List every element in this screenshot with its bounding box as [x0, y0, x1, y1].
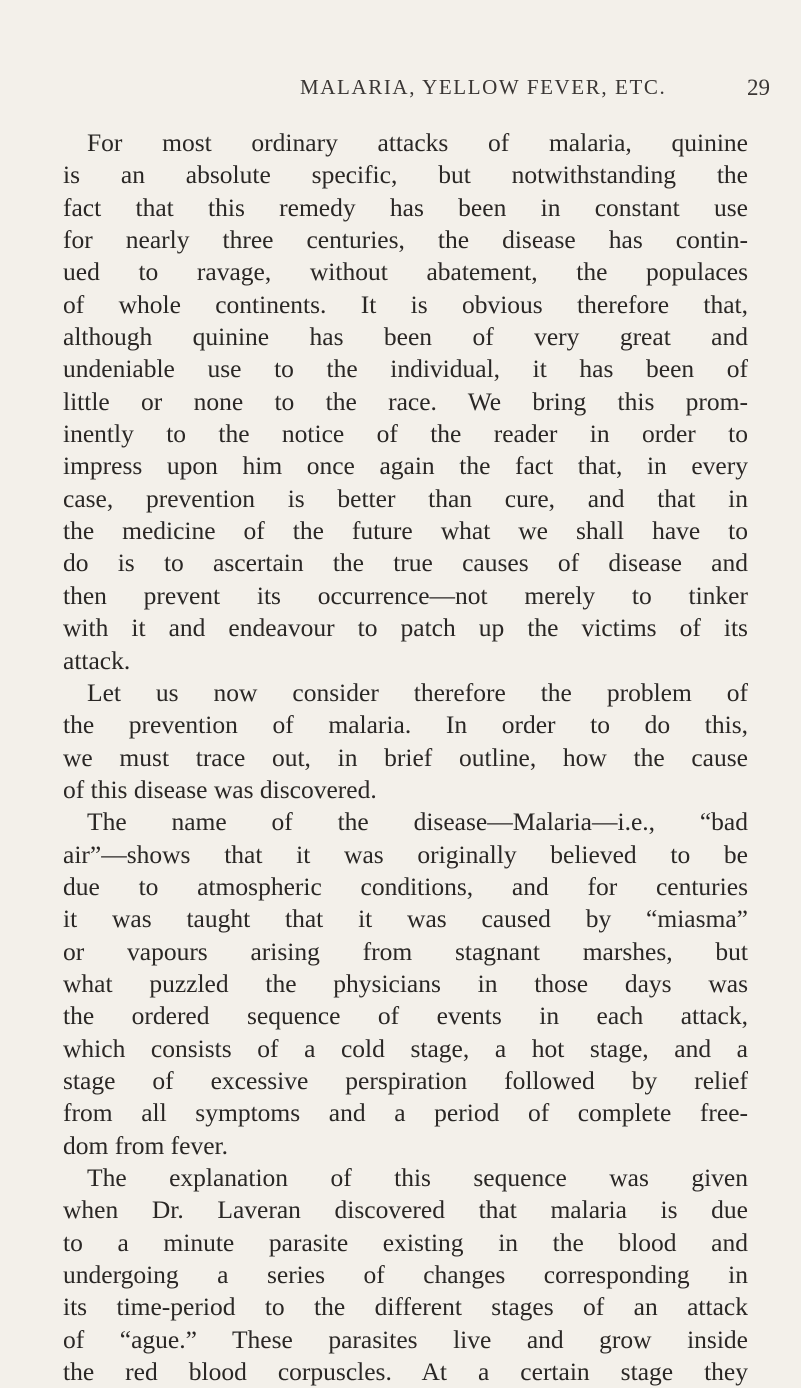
- text-line: the ordered sequence of events in each attack,: [63, 1001, 748, 1031]
- running-head: [300, 75, 770, 103]
- text-line: case, prevention is better than cure, and that in: [63, 483, 748, 513]
- text-line: from all symptoms and a period of complete free-: [63, 1098, 748, 1128]
- text-line: the medicine of the future what we shall have to: [63, 516, 748, 546]
- text-line: For most ordinary attacks of malaria, quinine: [87, 128, 748, 157]
- text-line: ued to ravage, without abatement, the populaces: [63, 257, 748, 287]
- text-line: when Dr. Laveran discovered that malaria is due: [63, 1195, 748, 1225]
- text-line: due to atmospheric conditions, and for centuries: [63, 871, 748, 901]
- text-line: dom from fever.: [63, 1130, 228, 1160]
- running-title: MALARIA, YELLOW FEVER, ETC.: [300, 75, 667, 99]
- text-line: impress upon him once again the fact that, in every: [63, 451, 748, 481]
- text-line: little or none to the race. We bring this prom-: [63, 386, 748, 416]
- text-line: what puzzled the physicians in those days was: [63, 968, 748, 998]
- text-line: the prevention of malaria. In order to do this,: [63, 710, 748, 740]
- text-line: is an absolute specific, but notwithstanding the: [63, 160, 748, 190]
- text-line: for nearly three centuries, the disease has contin-: [63, 225, 748, 255]
- page-number: 29: [747, 75, 770, 100]
- text-line: undergoing a series of changes corresponding in: [63, 1260, 748, 1290]
- text-line: stage of excessive perspiration followed by relief: [63, 1065, 748, 1095]
- text-line: of “ague.” These parasites live and grow inside: [63, 1324, 748, 1354]
- text-line: its time-period to the different stages of an attack: [63, 1292, 748, 1322]
- text-line: it was taught that it was caused by “miasma”: [63, 904, 748, 934]
- text-line: The explanation of this sequence was given: [87, 1163, 748, 1192]
- text-line: attack.: [63, 645, 131, 675]
- text-line: Let us now consider therefore the problem of: [87, 677, 748, 707]
- text-line: undeniable use to the individual, it has been of: [63, 354, 748, 384]
- text-line: then prevent its occurrence—not merely to tinker: [63, 580, 748, 610]
- body-text: [63, 127, 748, 1388]
- text-line: of whole continents. It is obvious therefore that,: [63, 289, 748, 319]
- text-line: the red blood corpuscles. At a certain stage they: [63, 1357, 748, 1387]
- text-line: air”—shows that it was originally believed to be: [63, 839, 748, 869]
- text-line: or vapours arising from stagnant marshes, but: [63, 936, 748, 966]
- text-line: we must trace out, in brief outline, how the cause: [63, 742, 748, 772]
- text-line: The name of the disease—Malaria—i.e., “bad: [87, 807, 748, 837]
- text-line: to a minute parasite existing in the blood and: [63, 1227, 748, 1257]
- text-line: fact that this remedy has been in constant use: [63, 192, 748, 222]
- text-line: although quinine has been of very great and: [63, 322, 748, 352]
- text-line: do is to ascertain the true causes of disease and: [63, 548, 748, 578]
- text-line: with it and endeavour to patch up the victims of its: [63, 613, 748, 643]
- text-line: inently to the notice of the reader in order to: [63, 419, 748, 449]
- text-line: of this disease was discovered.: [63, 774, 377, 804]
- text-line: which consists of a cold stage, a hot stage, and a: [63, 1033, 748, 1063]
